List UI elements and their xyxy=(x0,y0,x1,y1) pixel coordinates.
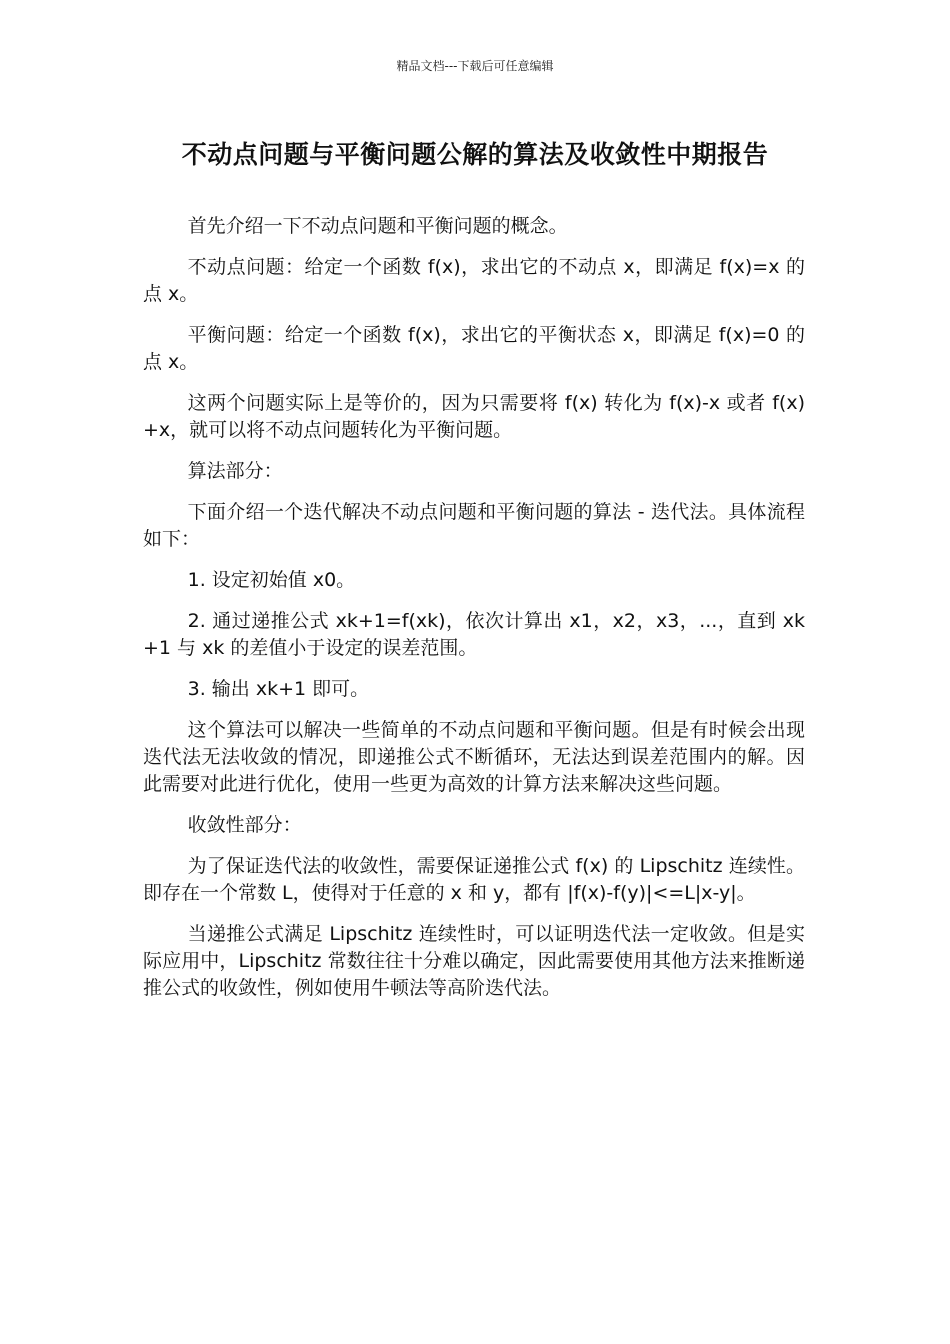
paragraph-algorithm-discussion: 这个算法可以解决一些简单的不动点问题和平衡问题。但是有时候会出现迭代法无法收敛的情况，即递推公式不断循环，无法达到误差范围内的解。因此需要对此进行优化，使用一些更为高效的计算方法来解决这些问题。 xyxy=(143,719,805,795)
paragraph-algorithm-intro: 下面介绍一个迭代解决不动点问题和平衡问题的算法 - 迭代法。具体流程如下： xyxy=(143,501,805,550)
paragraph-lipschitz-condition: 为了保证迭代法的收敛性，需要保证递推公式 f(x) 的 Lipschitz 连续性。即存在一个常数 L，使得对于任意的 x 和 y，都有 |f(x)-f(y)|<=L|x-y|。 xyxy=(143,855,805,904)
document-title: 不动点问题与平衡问题公解的算法及收敛性中期报告 xyxy=(181,140,769,169)
algorithm-step-2: 2. 通过递推公式 xk+1=f(xk)，依次计算出 x1，x2，x3，...，直到 xk+1 与 xk 的差值小于设定的误差范围。 xyxy=(143,610,805,659)
paragraph-convergence-conclusion: 当递推公式满足 Lipschitz 连续性时，可以证明迭代法一定收敛。但是实际应用中，Lipschitz 常数往往十分难以确定，因此需要使用其他方法来推断递推公式的收敛性，例如使用牛顿法等高阶迭代法。 xyxy=(143,923,805,999)
paragraph-equivalence: 这两个问题实际上是等价的，因为只需要将 f(x) 转化为 f(x)-x 或者 f(x)+x，就可以将不动点问题转化为平衡问题。 xyxy=(143,392,805,441)
section-heading-convergence: 收敛性部分： xyxy=(187,814,302,836)
paragraph-equilibrium-definition: 平衡问题：给定一个函数 f(x)，求出它的平衡状态 x，即满足 f(x)=0 的点 x。 xyxy=(143,324,805,373)
page-header-note: 精品文档---下载后可任意编辑 xyxy=(396,59,554,73)
section-heading-algorithm: 算法部分： xyxy=(187,460,283,482)
algorithm-step-3: 3. 输出 xk+1 即可。 xyxy=(187,678,370,700)
algorithm-step-1: 1. 设定初始值 x0。 xyxy=(187,569,356,591)
paragraph-fixed-point-definition: 不动点问题：给定一个函数 f(x)，求出它的不动点 x，即满足 f(x)=x 的点 x。 xyxy=(143,256,805,305)
paragraph-intro: 首先介绍一下不动点问题和平衡问题的概念。 xyxy=(187,215,568,237)
document-body xyxy=(143,213,805,1016)
